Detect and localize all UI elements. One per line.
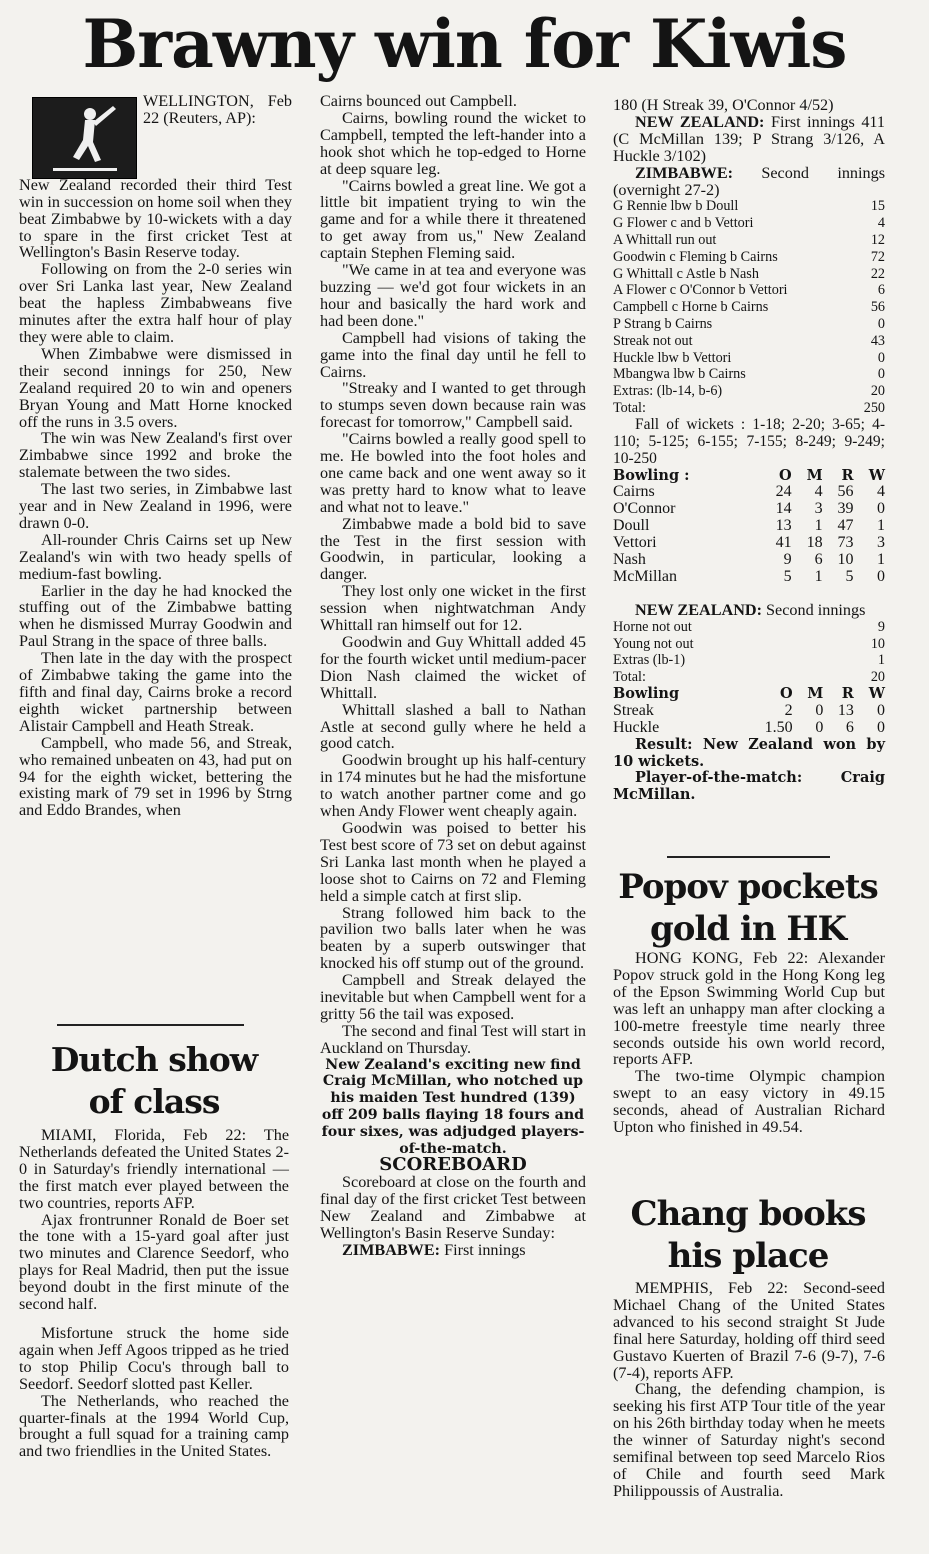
batting-row <box>613 282 885 299</box>
story-paragraph: "Cairns bowled a great line. We got a little bit impatient trying to win the game and for a while there it threatened to get away from us," New Zealand captain Stephen Fleming said. <box>320 176 586 263</box>
story-paragraph: Goodwin brought up his half-century in 174 minutes but he had the misfortune to watch another partner come and go when Andy Flower went cheaply again. <box>320 751 586 821</box>
innings-text: First innings <box>444 1240 526 1259</box>
innings-text: Second innings (overnight 27-2) <box>613 163 885 199</box>
bowling-row <box>613 501 885 518</box>
bowling-cell: 4 <box>877 483 885 501</box>
bowling-header-cell: Bowling : <box>613 466 690 484</box>
story-paragraph: Earlier in the day he had knocked the stuffing out of the Zimbabwe batting when he dismissed Murray Goodwin and Paul Strang in the space of three balls. <box>19 581 292 651</box>
story-paragraph: The Netherlands, who reached the quarter-finals at the 1994 World Cup, brought a full squad for a training camp and two friendlies in the United States. <box>19 1391 289 1461</box>
batsman-entry: Goodwin c Fleming b Cairns <box>613 248 778 265</box>
bowling-cell: 1 <box>877 551 885 569</box>
main-story-column-1 <box>19 93 292 819</box>
chang-headline <box>606 1193 890 1277</box>
team-label: ZIMBABWE: <box>635 163 734 182</box>
story-paragraph: All-rounder Chris Cairns set up New Zealand's win with two heady spells of medium-fast bowling. <box>19 530 292 583</box>
batsman-entry: A Flower c O'Connor b Vettori <box>613 282 788 299</box>
scoreboard-title: SCOREBOARD <box>379 1154 527 1176</box>
dutch-headline-line1: Dutch show <box>50 1040 258 1079</box>
story-paragraph: Campbell and Streak delayed the inevitable but when Campbell went for a gritty 56 the tail was exposed. <box>320 971 586 1023</box>
runs: 12 <box>870 232 885 249</box>
chang-story <box>613 1280 885 1500</box>
bowling-cell: Cairns <box>613 483 655 501</box>
runs: 0 <box>877 349 885 366</box>
bowling-cell: 1.50 <box>764 718 793 736</box>
bowling-header <box>613 468 885 485</box>
story-paragraph: When Zimbabwe were dismissed in their second innings for 250, New Zealand required 20 to win and openers Bryan Young and Matt Horne knocked off the runs in 3.5 overs. <box>19 344 292 431</box>
batting-row <box>613 652 885 669</box>
runs: 56 <box>870 299 885 316</box>
story-paragraph: Zimbabwe made a bold bid to save the Test in the first session with Goodwin, in particular, looking a danger. <box>320 514 586 584</box>
story-lead: New Zealand recorded their third Test win in succession on home soil when they beat Zimbabwe by 10-wickets with a day to spare in the first cricket Test at Wellington's Basin Reserve today. <box>19 175 292 262</box>
main-story-column-2 <box>320 93 586 1259</box>
batsman-entry: A Whittall run out <box>613 232 717 249</box>
batsman-entry: Extras: (lb-14, b-6) <box>613 383 723 400</box>
batting-row <box>613 669 885 686</box>
fall-of-wickets: Fall of wickets : 1-18; 2-20; 3-65; 4-110; 5-125; 6-155; 7-155; 8-249; 9-249; 10-250 <box>613 415 885 467</box>
story-paragraph: Cairns bounced out Campbell. <box>320 92 517 110</box>
batting-row <box>613 636 885 653</box>
zim-second-innings <box>613 165 885 199</box>
bowling-cell: 14 <box>775 500 792 518</box>
story-paragraph: Strang followed him back to the pavilion two balls later when he was beaten by a superb outswinger that knocked his off stump out of the ground. <box>320 903 586 973</box>
match-result: Result: New Zealand won by 10 wickets. <box>613 735 885 770</box>
chang-headline-line1: Chang books <box>630 1194 866 1234</box>
batsman-entry: Streak not out <box>613 332 693 349</box>
bowling-cell: 9 <box>783 551 792 569</box>
batting-row <box>613 366 885 383</box>
bowling-row <box>613 703 885 720</box>
batsman-entry: Total: <box>613 669 646 686</box>
runs: 4 <box>877 215 885 232</box>
batting-row <box>613 333 885 350</box>
bowling-cell: 0 <box>815 718 824 736</box>
popov-headline <box>606 866 890 950</box>
main-headline: Brawny win for Kiwis <box>82 5 847 83</box>
runs: 43 <box>870 332 885 349</box>
bowling-row <box>613 569 885 586</box>
bowling-cell: 1 <box>814 517 823 535</box>
batsman-entry: Extras (lb-1) <box>613 652 686 669</box>
runs: 22 <box>870 265 885 282</box>
team-label: NEW ZEALAND: <box>635 112 765 131</box>
bowling-cell: Nash <box>613 551 646 569</box>
batting-row <box>613 619 885 636</box>
bowling-cell: 6 <box>845 718 854 736</box>
pull-quote: New Zealand's exciting new find Craig McMillan, who notched up his maiden Test hundred (139) off 209 balls flaying 18 fours and four sixes, was adjudged players-of-the-match. <box>321 1056 585 1157</box>
popov-headline-line1: Popov pockets <box>618 867 878 907</box>
dutch-headline-line2: of class <box>88 1082 220 1121</box>
batting-row <box>613 350 885 367</box>
story-paragraph: MEMPHIS, Feb 22: Second-seed Michael Chang of the United States advanced to his second straight St Jude final here Saturday, holding off third seed Gustavo Kuerten of Brazil 7-6 (9-7), 7-6 (7-4), reports AFP. <box>613 1279 885 1382</box>
batting-row <box>613 299 885 316</box>
bowling-header-cell: M <box>807 684 824 702</box>
bowling-header-cell: O <box>780 684 793 702</box>
bowling-cell: Doull <box>613 517 650 535</box>
bowling-cell: Huckle <box>613 718 660 736</box>
runs: 250 <box>863 400 885 416</box>
bowling-cell: 39 <box>837 500 854 518</box>
bowling-header-cell: R <box>841 466 854 484</box>
bowling-header <box>613 686 885 703</box>
bowling-header-cell: W <box>868 684 885 702</box>
bowling-cell: 2 <box>784 701 793 719</box>
batting-row <box>613 266 885 283</box>
bowling-header-cell: Bowling <box>613 684 680 702</box>
batsman-entry: G Flower c and b Vettori <box>613 215 754 232</box>
batting-row <box>613 198 885 215</box>
batting-row <box>613 400 885 417</box>
story-paragraph: "Streaky and I wanted to get through to stumps seven down because rain was forecast for tomorrow," Campbell said. <box>320 379 586 432</box>
dateline: WELLINGTON, Feb 22 (Reuters, AP): <box>143 92 292 127</box>
bowling-cell: 0 <box>877 500 885 518</box>
bowling-cell: 0 <box>877 701 885 719</box>
bowling-cell: 0 <box>815 701 824 719</box>
story-paragraph: HONG KONG, Feb 22: Alexander Popov struck gold in the Hong Kong leg of the Epson Swimming World Cup but was left an unhappy man after clocking a 100-metre freestyle time nearly three seconds outside his own world record, reports AFP. <box>613 949 885 1069</box>
bowling-cell: 10 <box>837 551 854 569</box>
bowling-cell: 41 <box>775 534 792 552</box>
batting-row <box>613 316 885 333</box>
zim-bowling-table <box>613 468 885 586</box>
innings-text: First innings 411 (C McMillan 139; P Strang 3/126, A Huckle 3/102) <box>613 112 885 165</box>
story-paragraph: Ajax frontrunner Ronald de Boer set the tone with a 15-yard goal after just two minutes and Clarence Seedorf, who plays for Real Madrid, then put the issue beyond doubt in the first minute of the second half. <box>19 1210 289 1314</box>
dutch-story <box>19 1127 289 1460</box>
bowling-row <box>613 720 885 737</box>
nz-first-innings <box>613 114 885 165</box>
bowling-cell: 1 <box>877 517 885 535</box>
bowling-cell: 1 <box>814 567 823 585</box>
story-paragraph: Chang, the defending champion, is seeking his first ATP Tour title of the year on his 26th birthday today when he meets the winner of Saturday night's second semifinal between top seed Marcelo Rios of Chile and fourth seed Mark Philippoussis of Australia. <box>613 1380 885 1500</box>
runs: 20 <box>870 669 885 686</box>
team-label: NEW ZEALAND: <box>635 600 762 619</box>
scoreboard-intro: Scoreboard at close on the fourth and final day of the first cricket Test between New Zealand and Zimbabwe at Wellington's Basin Reserve Sunday: <box>320 1173 586 1243</box>
batting-row <box>613 215 885 232</box>
story-paragraph: MIAMI, Florida, Feb 22: The Netherlands defeated the United States 2-0 in Saturday's friendly international — the first match ever played between the two countries, reports AFP. <box>19 1126 289 1212</box>
bowling-header-cell: M <box>806 466 823 484</box>
innings-text: Second innings <box>766 600 866 619</box>
nz-second-innings <box>613 602 885 619</box>
story-paragraph: "We came in at tea and everyone was buzzing — we'd got four wickets in an hour and basically the hard work and had been done." <box>320 261 586 330</box>
popov-headline-line2: gold in HK <box>649 909 847 949</box>
team-label: ZIMBABWE: <box>342 1240 441 1259</box>
bowling-cell: 0 <box>877 567 885 585</box>
story-paragraph: Goodwin was poised to better his Test best score of 73 set on debut against Sri Lanka last month when he played a loose shot to Cairns on 72 and Fleming held a simple catch at first slip. <box>320 818 586 905</box>
bowling-cell: 4 <box>814 483 823 501</box>
story-paragraph: The last two series, in Zimbabwe last year and in New Zealand in 1996, were drawn 0-0. <box>19 480 292 532</box>
bowling-cell: 3 <box>877 534 885 552</box>
story-lead-part <box>143 127 292 177</box>
chang-headline-line2: his place <box>667 1236 829 1276</box>
bowling-cell: Streak <box>613 701 654 719</box>
batsman-entry: G Rennie lbw b Doull <box>613 198 739 215</box>
bowling-cell: O'Connor <box>613 500 676 518</box>
story-paragraph: The win was New Zealand's first over Zimbabwe since 1992 and broke the stalemate between the two sides. <box>19 429 292 482</box>
batsman-entry: Huckle lbw b Vettori <box>613 349 732 366</box>
divider <box>667 856 830 858</box>
bowling-row <box>613 484 885 501</box>
story-paragraph: Campbell had visions of taking the game into the final day until he fell to Cairns. <box>320 328 586 381</box>
bowling-cell: 6 <box>814 551 823 569</box>
bowling-cell: 56 <box>837 483 854 501</box>
popov-story <box>613 950 885 1136</box>
zim-batting-list <box>613 198 885 416</box>
story-paragraph: Whittall slashed a ball to Nathan Astle at second gully where he held a good catch. <box>320 700 586 753</box>
batting-row <box>613 383 885 400</box>
runs: 0 <box>877 316 885 333</box>
batting-row <box>613 232 885 249</box>
divider <box>57 1024 244 1026</box>
runs: 1 <box>877 652 885 669</box>
batsman-entry: Total: <box>613 400 646 416</box>
batsman-entry: P Strang b Cairns <box>613 316 713 333</box>
batsman-entry: Young not out <box>613 635 694 652</box>
runs: 9 <box>877 618 885 635</box>
bowling-cell: 3 <box>814 500 823 518</box>
bowling-header-cell: R <box>841 684 854 702</box>
batsman-entry: Mbangwa lbw b Cairns <box>613 366 746 383</box>
bowling-cell: Vettori <box>613 534 657 552</box>
runs: 0 <box>877 366 885 383</box>
bowling-cell: 0 <box>877 718 885 736</box>
story-paragraph: Then late in the day with the prospect of Zimbabwe taking the game into the fifth and final day, Cairns broke a record eighth wicket partnership between Alistair Campbell and Heath Streak. <box>19 649 292 735</box>
bowling-cell: 18 <box>806 534 823 552</box>
batsman-entry: G Whittall c Astle b Nash <box>613 265 759 282</box>
runs: 20 <box>870 383 885 400</box>
runs: 72 <box>870 248 885 265</box>
scoreboard-column <box>613 97 885 804</box>
bowling-header-cell: W <box>868 466 885 484</box>
bowling-cell: McMillan <box>613 567 677 585</box>
story-paragraph: The second and final Test will start in Auckland on Thursday. <box>320 1021 586 1057</box>
bowling-row <box>613 552 885 569</box>
story-paragraph: Misfortune struck the home side again when Jeff Agoos tripped as he tried to stop Philip Cocu's through ball to Seedorf. Seedorf slotted past Keller. <box>19 1323 289 1393</box>
batting-row <box>613 249 885 266</box>
nz-bowling-table <box>613 686 885 737</box>
bowling-cell: 13 <box>837 701 854 719</box>
zim-first-innings-cont: 180 (H Streak 39, O'Connor 4/52) <box>613 96 834 114</box>
bowling-header-cell: O <box>778 466 792 484</box>
bowling-cell: 5 <box>783 567 792 585</box>
runs: 15 <box>870 198 885 215</box>
runs: 6 <box>877 282 885 299</box>
batsman-entry: Campbell c Horne b Cairns <box>613 299 769 316</box>
bowling-cell: 24 <box>775 483 792 501</box>
batsman-entry: Horne not out <box>613 618 692 635</box>
story-paragraph: Following on from the 2-0 series win over Sri Lanka last year, New Zealand beat the hapless Zimbabweans five minutes after the extra half hour of play they were able to claim. <box>19 260 292 346</box>
story-paragraph: The two-time Olympic champion swept to an easy victory in 49.15 seconds, ahead of Australian Richard Upton who finished in 49.54. <box>613 1067 885 1137</box>
bowling-cell: 13 <box>775 517 792 535</box>
bowling-cell: 5 <box>845 567 854 585</box>
bowling-row <box>613 518 885 535</box>
story-paragraph: "Cairns bowled a really good spell to me. He bowled into the foot holes and one came back and one went away so it was pretty hard to know what to leave and what not to leave." <box>320 430 586 516</box>
nz-batting-list <box>613 619 885 686</box>
bowling-cell: 73 <box>837 534 854 552</box>
player-of-match: Player-of-the-match: Craig McMillan. <box>613 769 885 804</box>
bowling-row <box>613 535 885 552</box>
story-paragraph: They lost only one wicket in the first session when nightwatchman Andy Whittall ran himself out for 12. <box>320 582 586 635</box>
story-paragraph: Cairns, bowling round the wicket to Campbell, tempted the left-hander into a hook shot which he top-edged to Horne at deep square leg. <box>320 108 586 178</box>
story-paragraph: Goodwin and Guy Whittall added 45 for the fourth wicket until medium-pacer Dion Nash claimed the wicket of Whittall. <box>320 633 586 702</box>
bowling-cell: 47 <box>837 517 854 535</box>
dutch-headline <box>34 1039 274 1123</box>
zim-first-innings <box>320 1242 586 1259</box>
story-paragraph: Campbell, who made 56, and Streak, who remained unbeaten on 43, had put on 94 for the eighth wicket, bettering the existing mark of 79 set in 1996 by Strng and Eddo Brandes, when <box>19 733 292 820</box>
runs: 10 <box>870 635 885 652</box>
